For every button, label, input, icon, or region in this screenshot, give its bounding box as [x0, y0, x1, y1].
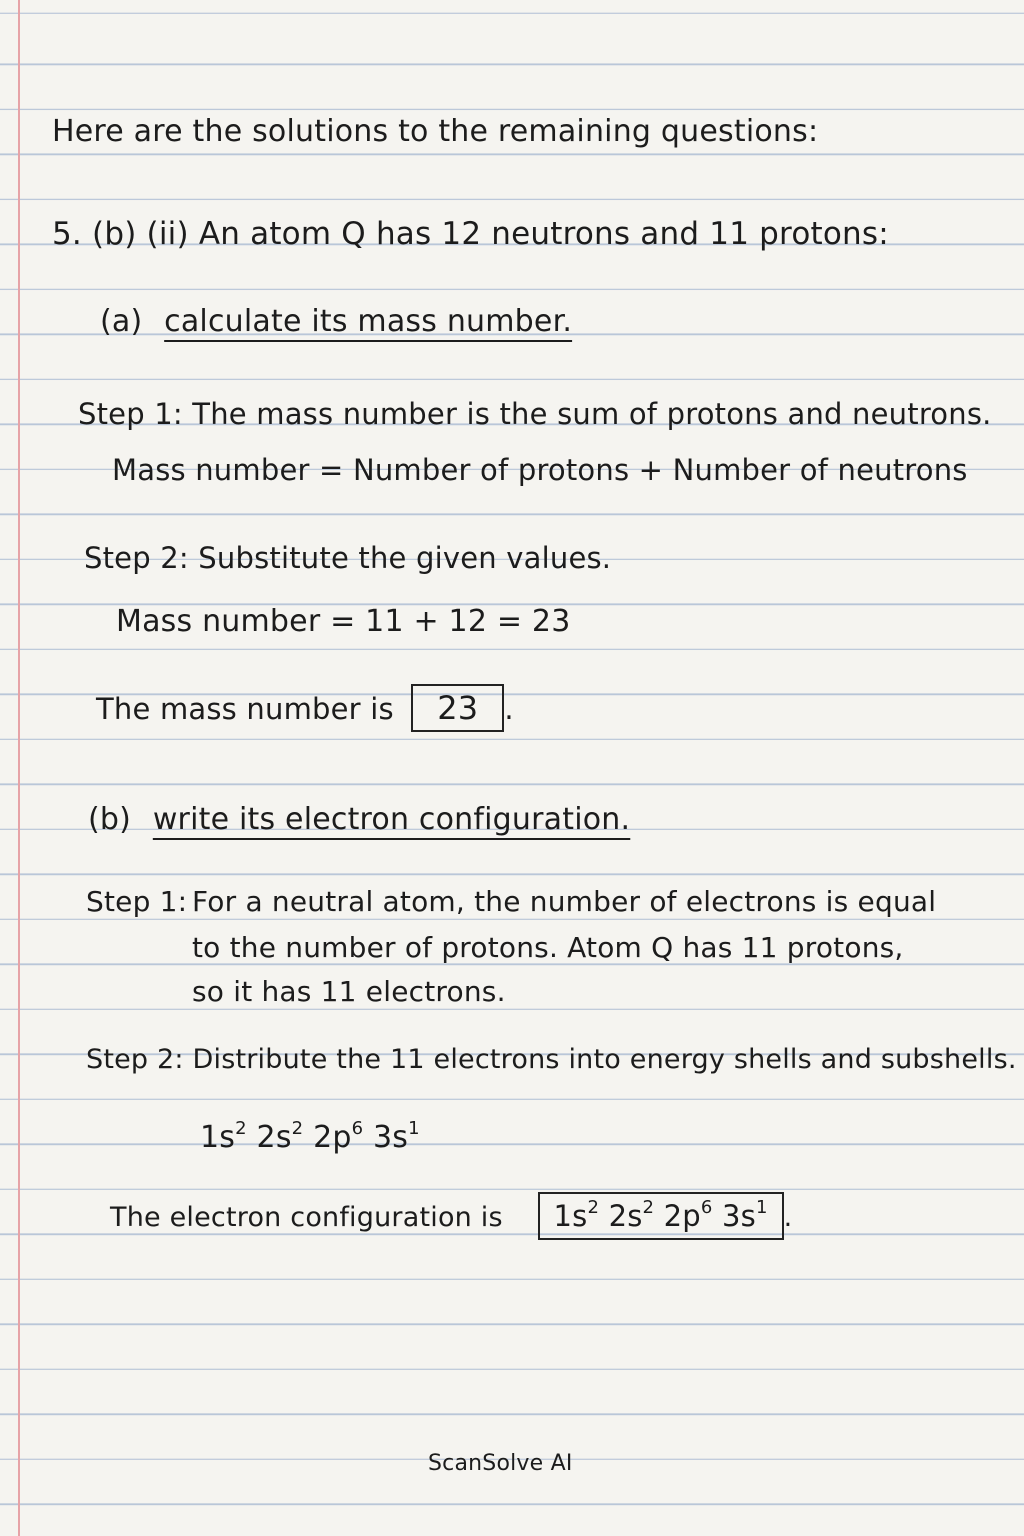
part-a-answer-line — [96, 684, 514, 732]
part-b-step1-line-2: to the number of protons. Atom Q has 11 protons, — [192, 931, 904, 964]
part-a-label: (a) — [100, 304, 143, 339]
part-a-answer-prefix: The mass number is — [96, 692, 394, 726]
part-b-answer-prefix: The electron configuration is — [110, 1202, 503, 1233]
footer-brand: ScanSolve AI — [428, 1451, 573, 1476]
part-a-heading — [100, 302, 572, 342]
part-a-answer-box: 23 — [411, 684, 504, 732]
part-a-title: calculate its mass number. — [164, 304, 573, 339]
part-a-answer-suffix: . — [504, 692, 514, 726]
part-b-answer-box: $1s^2$ $2s^2$ $2p^6$ $3s^1$ — [538, 1192, 784, 1240]
part-b-answer-line — [110, 1192, 792, 1240]
part-a-step2-formula: Mass number = 11 + 12 = 23 — [116, 604, 571, 639]
intro-text: Here are the solutions to the remaining questions: — [52, 114, 819, 149]
part-b-step2-title: Step 2: Distribute the 11 electrons into energy shells and subshells. — [86, 1044, 1017, 1075]
config-term: $2s^2$ — [256, 1118, 304, 1155]
config-term: $2p^6$ — [313, 1118, 364, 1155]
part-a-step1-title: Step 1: The mass number is the sum of protons and neutrons. — [78, 397, 992, 431]
part-b-step1-line-3: so it has 11 electrons. — [192, 975, 506, 1008]
margin-line — [18, 0, 20, 1536]
part-b-answer-suffix: . — [783, 1202, 793, 1233]
part-b-step1-line-1: For a neutral atom, the number of electrons is equal — [192, 885, 937, 918]
electron-config-expression — [200, 1118, 420, 1158]
config-term: $1s^2$ — [200, 1118, 247, 1155]
config-term: $3s^1$ — [373, 1118, 420, 1155]
part-b-title: write its electron configuration. — [152, 802, 631, 837]
part-b-step1-label: Step 1: — [86, 885, 188, 918]
question-heading: 5. (b) (ii) An atom Q has 12 neutrons and 11 protons: — [52, 216, 889, 252]
part-b-heading — [88, 800, 630, 840]
part-b-label: (b) — [88, 802, 132, 837]
part-a-step1-formula: Mass number = Number of protons + Number of neutrons — [112, 453, 968, 487]
part-a-step2-title: Step 2: Substitute the given values. — [84, 541, 612, 575]
